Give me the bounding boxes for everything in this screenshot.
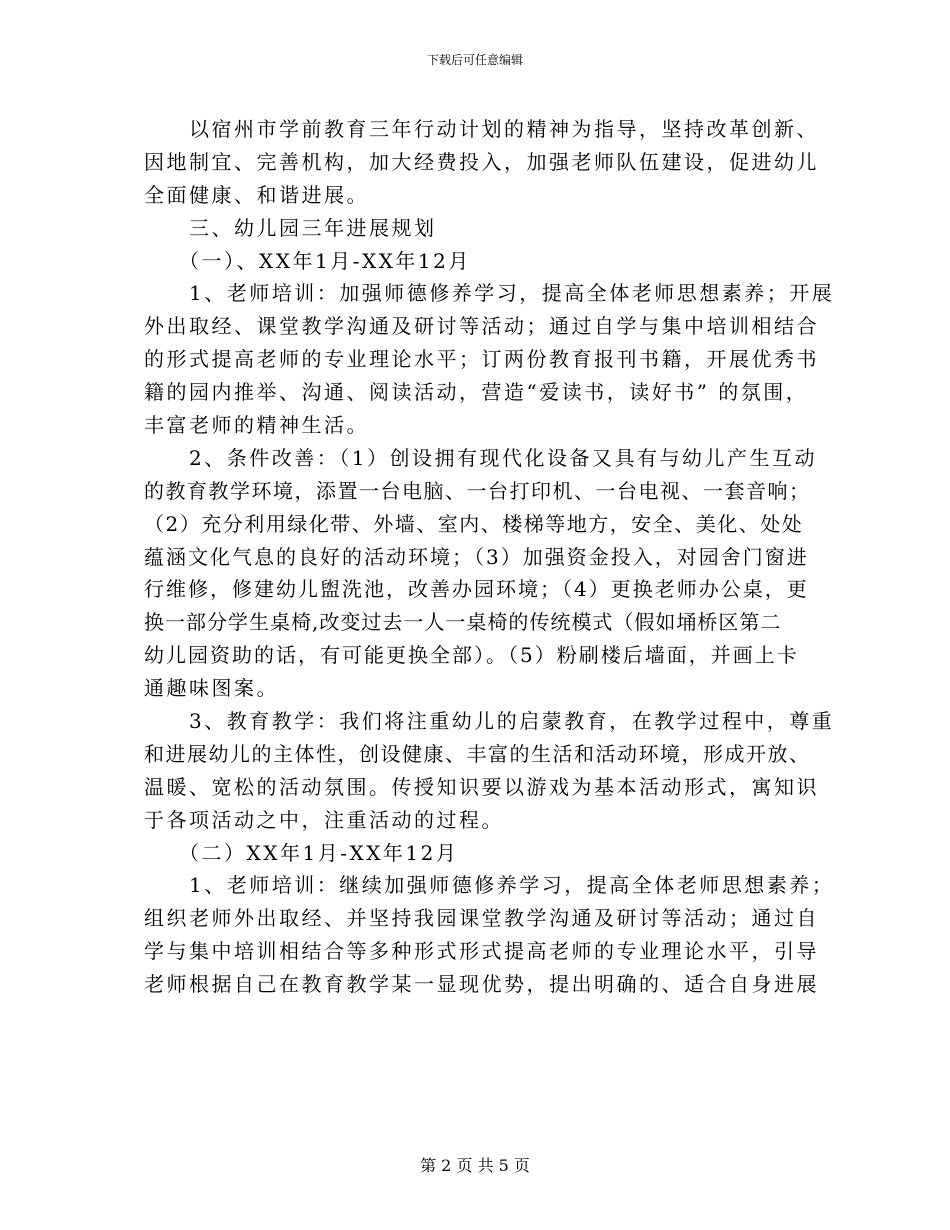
text-line: 蕴涵文化气息的良好的活动环境；（3）加强资金投入，对园舍门窗进 (144, 544, 809, 569)
text-line: 因地制宜、完善机构，加大经费投入，加强老师队伍建设，促进幼儿 (144, 149, 819, 174)
text-line: 换一部分学生桌椅,改变过去一人一桌椅的传统模式（假如埇桥区第二 (144, 610, 782, 635)
text-line: 三、幼儿园三年进展规划 (144, 215, 437, 240)
text-line: 1、老师培训：加强师德修养学习，提高全体老师思想素养；开展 (144, 281, 835, 306)
text-line: 籍的园内推举、沟通、阅读活动，营造“爱读书，读好书” 的氛围， (144, 380, 809, 405)
text-line: 温暖、宽松的活动氛围。传授知识要以游戏为基本活动形式，寓知识 (144, 774, 819, 799)
text-line: 全面健康、和谐进展。 (144, 182, 369, 207)
page-header-note: 下载后可任意编辑 (426, 53, 523, 67)
text-line: 老师根据自己在教育教学某一显现优势，提出明确的、适合自身进展 (144, 972, 819, 997)
text-line: 1、老师培训：继续加强师德修养学习，提高全体老师思想素养； (144, 873, 835, 898)
text-line: 2、条件改善：（1）创设拥有现代化设备又具有与幼儿产生互动 (144, 445, 817, 470)
page-number-footer: 第 2 页 共 5 页 (420, 1156, 530, 1175)
text-line: 幼儿园资助的话，有可能更换全部）。（5）粉刷楼后墙面，并画上卡 (144, 643, 799, 668)
text-line: 学与集中培训相结合等多种形式形式提高老师的专业理论水平，引导 (144, 939, 819, 964)
text-line: 行维修，修建幼儿盥洗池，改善办园环境；（4）更换老师办公桌，更 (144, 577, 809, 602)
text-line: （2）充分利用绿化带、外墙、室内、楼梯等地方，安全、美化、处处 (144, 511, 804, 536)
text-line: 通趣味图案。 (144, 676, 279, 701)
text-line: 外出取经、课堂教学沟通及研讨等活动；通过自学与集中培训相结合 (144, 314, 819, 339)
text-line: 和进展幼儿的主体性，创设健康、丰富的生活和活动环境，形成开放、 (144, 741, 811, 766)
text-line: 丰富老师的精神生活。 (144, 413, 369, 438)
text-line: （二）XX年1月-XX年12月 (144, 840, 459, 865)
text-line: 的形式提高老师的专业理论水平；订两份教育报刊书籍，开展优秀书 (144, 347, 819, 372)
text-line: 3、教育教学：我们将注重幼儿的启蒙教育，在教学过程中，尊重 (144, 709, 835, 734)
document-body (144, 113, 835, 1001)
text-line: 组织老师外出取经、并坚持我园课堂教学沟通及研讨等活动；通过自 (144, 906, 819, 931)
text-line: （一）、XX年1月-XX年12月 (144, 248, 471, 273)
text-line: 的教育教学环境，添置一台电脑、一台打印机、一台电视、一套音响； (144, 478, 811, 503)
text-line: 以宿州市学前教育三年行动计划的精神为指导，坚持改革创新、 (144, 117, 819, 141)
text-line: 于各项活动之中，注重活动的过程。 (144, 807, 504, 832)
